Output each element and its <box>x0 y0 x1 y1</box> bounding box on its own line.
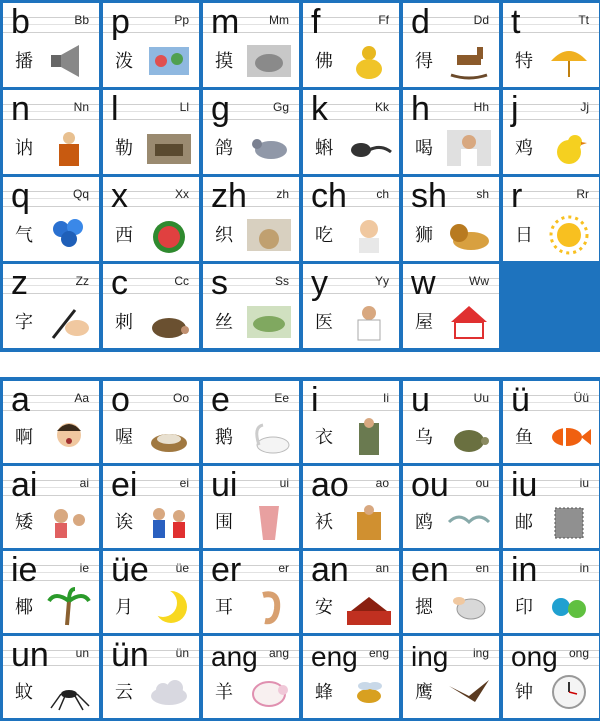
example-character: 钟 <box>515 682 533 702</box>
pinyin-letter: ing <box>411 641 449 672</box>
sheep-icon <box>245 672 293 712</box>
rocking-horse-icon <box>445 41 493 81</box>
seagull-icon <box>445 502 493 542</box>
example-character: 丝 <box>215 312 233 332</box>
example-character: 矮 <box>15 512 33 532</box>
letter-pair: Qq <box>72 187 89 201</box>
pinyin-card-d <box>403 3 499 87</box>
letter-pair: sh <box>476 187 489 201</box>
knitting-icon <box>245 215 293 255</box>
letter-pair: ang <box>268 646 289 660</box>
letter-pair: Ff <box>378 13 389 27</box>
umbrella-icon <box>545 41 593 81</box>
letter-pair: Ll <box>179 100 189 114</box>
letter-pair: Nn <box>73 100 89 114</box>
pinyin-letter: l <box>111 90 119 128</box>
pinyin-card-zh <box>203 177 299 261</box>
tiananmen-icon <box>345 587 393 627</box>
letter-pair: Bb <box>74 13 89 27</box>
example-character: 日 <box>515 225 533 245</box>
pinyin-letter: z <box>11 264 28 302</box>
loudspeaker-icon <box>45 41 93 81</box>
pinyin-card-q <box>3 177 99 261</box>
initials-panel <box>0 0 600 352</box>
pinyin-card-h <box>403 90 499 174</box>
letter-pair: Dd <box>473 13 489 27</box>
writing-hand-icon <box>45 302 93 342</box>
example-character: 鸡 <box>515 138 533 158</box>
letter-pair: er <box>278 561 289 575</box>
example-character: 蚊 <box>15 682 33 702</box>
pinyin-card-i <box>303 381 399 463</box>
pinyin-letter: ei <box>111 466 138 504</box>
pinyin-card-en <box>403 551 499 633</box>
pinyin-card-a <box>3 381 99 463</box>
pinyin-card-l <box>103 90 199 174</box>
example-character: 羊 <box>215 682 233 702</box>
ear-icon <box>245 587 293 627</box>
example-character: 云 <box>115 682 133 702</box>
example-character: 蜂 <box>315 682 333 702</box>
example-character: 印 <box>515 597 533 617</box>
pinyin-letter: y <box>311 264 328 302</box>
pinyin-letter: e <box>211 381 230 419</box>
example-character: 鹰 <box>415 682 433 702</box>
example-character: 医 <box>315 312 333 332</box>
letter-pair: iu <box>579 476 589 490</box>
example-character: 播 <box>15 51 33 71</box>
letter-pair: Üü <box>573 391 589 405</box>
pinyin-card-ai <box>3 466 99 548</box>
tadpole-icon <box>345 128 393 168</box>
lion-icon <box>445 215 493 255</box>
pinyin-card-eng <box>303 636 399 718</box>
example-character: 喔 <box>115 427 133 447</box>
pinyin-card-in <box>503 551 599 633</box>
pinyin-card-g <box>203 90 299 174</box>
example-character: 织 <box>215 225 233 245</box>
pinyin-letter: ui <box>211 466 238 504</box>
example-character: 得 <box>415 51 433 71</box>
pinyin-card-z <box>3 264 99 348</box>
short-child-icon <box>45 502 93 542</box>
letter-pair: Jj <box>580 100 589 114</box>
crescent-moon-icon <box>145 587 193 627</box>
pinyin-card-ie <box>3 551 99 633</box>
pinyin-letter: ün <box>111 636 149 674</box>
letter-pair: Gg <box>272 100 289 114</box>
pinyin-card-ang <box>203 636 299 718</box>
house-icon <box>445 302 493 342</box>
pinyin-letter: u <box>411 381 430 419</box>
pinyin-card-m <box>203 3 299 87</box>
example-character: 摸 <box>215 51 233 71</box>
pinyin-letter: sh <box>411 177 447 215</box>
pinyin-card-u <box>403 381 499 463</box>
letter-pair: ong <box>568 646 589 660</box>
pinyin-card-ün <box>103 636 199 718</box>
pinyin-letter: o <box>111 381 130 419</box>
pinyin-card-o <box>103 381 199 463</box>
panel-gap <box>0 352 600 377</box>
example-character: 屋 <box>415 312 433 332</box>
pinyin-letter: ang <box>211 641 258 672</box>
pinyin-letter: s <box>211 264 228 302</box>
pinyin-letter: x <box>111 177 128 215</box>
elephant-icon <box>245 41 293 81</box>
pinyin-card-j <box>503 90 599 174</box>
pinyin-letter: p <box>111 3 130 41</box>
letter-pair: Ww <box>469 274 489 288</box>
drinking-person-icon <box>445 128 493 168</box>
example-character: 啊 <box>15 427 33 447</box>
pinyin-letter: ao <box>311 466 349 504</box>
bee-icon <box>345 672 393 712</box>
balloons-icon <box>45 215 93 255</box>
letter-pair: Kk <box>374 100 389 114</box>
letter-pair: Oo <box>172 391 189 405</box>
pinyin-letter: eng <box>311 641 358 672</box>
pinyin-card-er <box>203 551 299 633</box>
pinyin-letter: n <box>11 90 30 128</box>
pinyin-letter: ü <box>511 381 530 419</box>
pinyin-letter: a <box>11 381 30 419</box>
example-character: 邮 <box>515 512 533 532</box>
example-character: 喝 <box>415 138 433 158</box>
pinyin-letter: en <box>411 551 449 589</box>
mosquito-icon <box>45 672 93 712</box>
stamp-icon <box>545 502 593 542</box>
example-character: 摁 <box>415 597 433 617</box>
example-character: 讷 <box>15 138 33 158</box>
example-character: 勒 <box>115 138 133 158</box>
pinyin-letter: r <box>511 177 523 215</box>
letter-pair: Aa <box>74 391 89 405</box>
two-kids-icon <box>145 502 193 542</box>
fish-icon <box>545 417 593 457</box>
letter-pair: Zz <box>75 274 89 288</box>
pinyin-card-ing <box>403 636 499 718</box>
pinyin-card-y <box>303 264 399 348</box>
clock-icon <box>545 672 593 712</box>
example-character: 泼 <box>115 51 133 71</box>
example-character: 蝌 <box>315 138 333 158</box>
example-character: 狮 <box>415 225 433 245</box>
example-character: 衣 <box>315 427 333 447</box>
letter-pair: ing <box>472 646 489 660</box>
letter-pair: ün <box>175 646 189 660</box>
example-character: 鸽 <box>215 138 233 158</box>
letter-pair: en <box>475 561 489 575</box>
horse-cart-icon <box>145 128 193 168</box>
cloud-icon <box>145 672 193 712</box>
pinyin-letter: f <box>311 3 321 41</box>
letter-pair: Rr <box>576 187 589 201</box>
pinyin-card-an <box>303 551 399 633</box>
example-character: 围 <box>215 512 233 532</box>
hedgehog-icon <box>145 302 193 342</box>
pinyin-letter: ie <box>11 551 38 589</box>
pinyin-card-ou <box>403 466 499 548</box>
example-character: 安 <box>315 597 333 617</box>
pinyin-letter: q <box>11 177 30 215</box>
pinyin-letter: j <box>511 90 519 128</box>
letter-pair: eng <box>368 646 389 660</box>
nest-icon <box>145 417 193 457</box>
example-character: 鸥 <box>415 512 433 532</box>
pinyin-card-ao <box>303 466 399 548</box>
finals-panel <box>0 377 600 721</box>
swan-icon <box>245 417 293 457</box>
empty-card <box>503 264 599 348</box>
eating-baby-icon <box>345 215 393 255</box>
example-character: 西 <box>115 225 133 245</box>
monk-icon <box>45 128 93 168</box>
example-character: 诶 <box>115 512 133 532</box>
pinyin-card-n <box>3 90 99 174</box>
pinyin-letter: er <box>211 551 242 589</box>
pinyin-card-w <box>403 264 499 348</box>
pinyin-card-ei <box>103 466 199 548</box>
pinyin-card-p <box>103 3 199 87</box>
letter-pair: ch <box>376 187 389 201</box>
eagle-icon <box>445 672 493 712</box>
letter-pair: üe <box>175 561 189 575</box>
mouse-icon <box>445 587 493 627</box>
coat-icon <box>345 417 393 457</box>
example-character: 佛 <box>315 51 333 71</box>
example-character: 乌 <box>415 427 433 447</box>
letter-pair: ou <box>475 476 489 490</box>
pinyin-letter: m <box>211 3 240 41</box>
letter-pair: in <box>579 561 589 575</box>
pinyin-letter: ong <box>511 641 558 672</box>
example-character: 袄 <box>315 512 333 532</box>
pinyin-letter: g <box>211 90 230 128</box>
example-character: 月 <box>115 597 133 617</box>
letter-pair: Mm <box>269 13 289 27</box>
pinyin-card-ui <box>203 466 299 548</box>
letter-pair: un <box>75 646 89 660</box>
example-character: 椰 <box>15 597 33 617</box>
pinyin-card-üe <box>103 551 199 633</box>
pinyin-card-c <box>103 264 199 348</box>
palm-tree-icon <box>45 587 93 627</box>
handprint-icon <box>545 587 593 627</box>
letter-pair: Uu <box>473 391 489 405</box>
letter-pair: ao <box>375 476 389 490</box>
letter-pair: Pp <box>174 13 189 27</box>
pinyin-letter: w <box>411 264 436 302</box>
letter-pair: ei <box>179 476 189 490</box>
chick-icon <box>545 128 593 168</box>
pinyin-card-s <box>203 264 299 348</box>
pinyin-card-ong <box>503 636 599 718</box>
example-character: 气 <box>15 225 33 245</box>
silkworm-icon <box>245 302 293 342</box>
watermelon-icon <box>145 215 193 255</box>
pinyin-card-f <box>303 3 399 87</box>
pinyin-card-r <box>503 177 599 261</box>
pigeon-icon <box>245 128 293 168</box>
pinyin-card-sh <box>403 177 499 261</box>
pinyin-letter: an <box>311 551 349 589</box>
pinyin-letter: in <box>511 551 538 589</box>
splashing-water-icon <box>145 41 193 81</box>
example-character: 吃 <box>315 225 333 245</box>
letter-pair: Ii <box>383 391 389 405</box>
pinyin-card-k <box>303 90 399 174</box>
pinyin-letter: k <box>311 90 328 128</box>
tortoise-icon <box>445 417 493 457</box>
pinyin-letter: iu <box>511 466 538 504</box>
pinyin-letter: üe <box>111 551 149 589</box>
letter-pair: ui <box>279 476 289 490</box>
example-character: 鱼 <box>515 427 533 447</box>
scarf-icon <box>245 502 293 542</box>
letter-pair: Hh <box>473 100 489 114</box>
letter-pair: Ss <box>274 274 289 288</box>
jacket-icon <box>345 502 393 542</box>
pinyin-letter: ch <box>311 177 347 215</box>
pinyin-letter: zh <box>211 177 247 215</box>
pinyin-card-un <box>3 636 99 718</box>
example-character: 字 <box>15 312 33 332</box>
letter-pair: zh <box>276 187 289 201</box>
pinyin-card-b <box>3 3 99 87</box>
letter-pair: an <box>375 561 389 575</box>
pinyin-letter: ou <box>411 466 449 504</box>
surprised-girl-icon <box>45 417 93 457</box>
pinyin-letter: c <box>111 264 128 302</box>
sun-icon <box>545 215 593 255</box>
pinyin-card-iu <box>503 466 599 548</box>
pinyin-letter: i <box>311 381 319 419</box>
buddha-statue-icon <box>345 41 393 81</box>
pinyin-card-x <box>103 177 199 261</box>
pinyin-card-t <box>503 3 599 87</box>
letter-pair: Cc <box>174 274 189 288</box>
letter-pair: ai <box>79 476 89 490</box>
pinyin-letter: h <box>411 90 430 128</box>
example-character: 特 <box>515 51 533 71</box>
pinyin-card-ü <box>503 381 599 463</box>
pinyin-card-ch <box>303 177 399 261</box>
letter-pair: ie <box>79 561 89 575</box>
doctor-icon <box>345 302 393 342</box>
letter-pair: Yy <box>374 274 389 288</box>
letter-pair: Ee <box>274 391 289 405</box>
pinyin-letter: un <box>11 636 49 674</box>
pinyin-letter: d <box>411 3 430 41</box>
example-character: 刺 <box>115 312 133 332</box>
pinyin-letter: t <box>511 3 521 41</box>
pinyin-letter: b <box>11 3 30 41</box>
example-character: 鹅 <box>215 427 233 447</box>
pinyin-card-e <box>203 381 299 463</box>
pinyin-letter: ai <box>11 466 38 504</box>
letter-pair: Tt <box>578 13 589 27</box>
example-character: 耳 <box>215 597 233 617</box>
letter-pair: Xx <box>174 187 189 201</box>
